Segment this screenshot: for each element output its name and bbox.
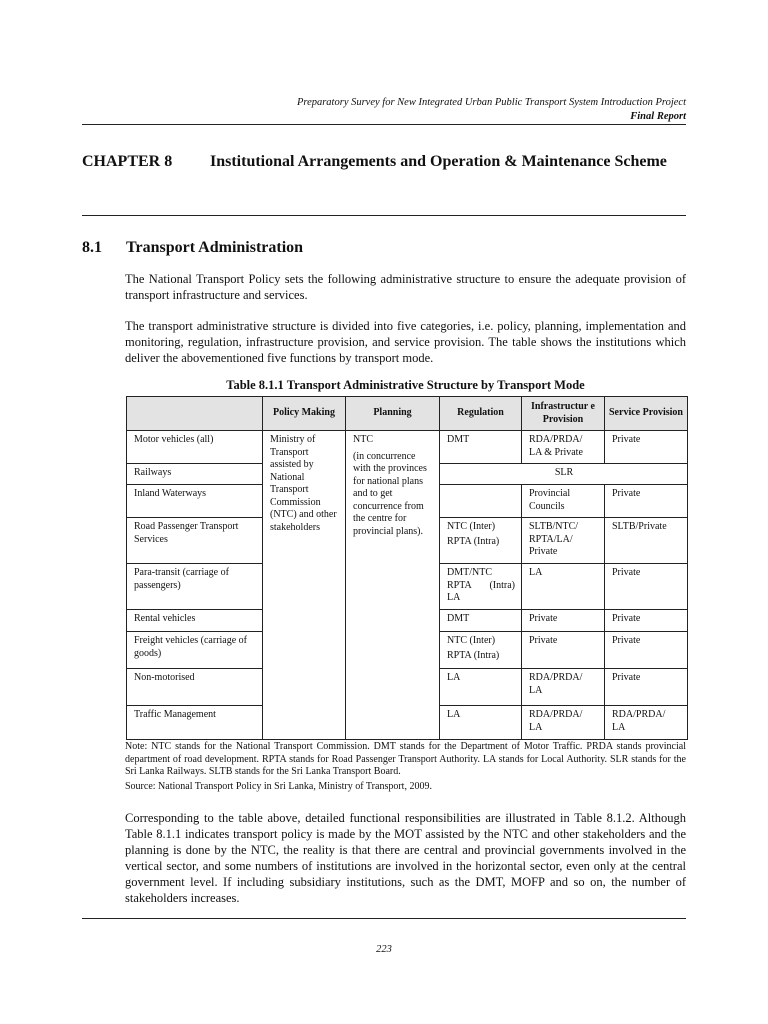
regulation-line: RPTA (Intra) <box>447 649 500 661</box>
regulation-line: DMT/NTC <box>447 567 492 578</box>
regulation-line: LA <box>447 592 461 603</box>
regulation-cell: LA <box>440 706 522 740</box>
table-source: Source: National Transport Policy in Sri Lanka, Ministry of Transport, 2009. <box>125 781 432 792</box>
service-cell: Private <box>605 431 688 464</box>
regulation-line: NTC (Inter) <box>447 635 496 646</box>
regulation-line: NTC (Inter) <box>447 521 496 532</box>
table-header-row <box>127 397 688 431</box>
infrastructure-cell: Provincial Councils <box>522 485 605 518</box>
planning-cell-title: NTC <box>353 434 373 445</box>
regulation-line-right: (Intra) <box>489 579 515 591</box>
regulation-line <box>447 580 515 593</box>
mode-cell: Motor vehicles (all) <box>127 431 263 464</box>
table-note: Note: NTC stands for the National Transport Commission. DMT stands for the Department of Motor Traffic. PRDA stands provincial department of road development. RPTA stands for Road Passenger Transport Authority. LA stands for Local Authority. SLR stands for the Sri Lanka Railways. SLTB stands for the Sri Lanka Transport Board. <box>125 741 686 777</box>
table-caption: Table 8.1.1 Transport Administrative Structure by Transport Mode <box>226 378 585 392</box>
running-header <box>297 96 686 124</box>
regulation-line-left: RPTA <box>447 579 472 591</box>
regulation-line: RPTA (Intra) <box>447 535 500 547</box>
service-cell: Private <box>605 610 688 632</box>
mode-cell: Road Passenger Transport Services <box>127 518 263 564</box>
paragraph-corresponding: Corresponding to the table above, detailed functional responsibilities are illustrated in Table 8.1.2. Although Table 8.1.1 indicates transport policy is made by the MOT assisted by the NTC and other stakeholders and the planning is done by the NTC, the reality is that there are central and provincial governments involved in the vertical sector, and some numbers of institutions are involved in the horizontal sector, even only at the central government level. If including subsidiary institutions, such as the DMT, MOFP and so on, the number of stakeholders increases. <box>125 811 686 905</box>
administrative-structure-table <box>126 396 688 740</box>
regulation-cell <box>440 485 522 518</box>
infrastructure-cell: RDA/PRDA/ LA & Private <box>522 431 605 464</box>
header-rule <box>82 124 686 125</box>
mode-cell: Inland Waterways <box>127 485 263 518</box>
infrastructure-cell: RDA/PRDA/ LA <box>522 706 605 740</box>
infrastructure-cell: Private <box>522 610 605 632</box>
regulation-cell <box>440 518 522 564</box>
header-mode <box>127 397 263 431</box>
service-cell: Private <box>605 669 688 706</box>
chapter-heading <box>82 152 686 172</box>
regulation-cell <box>440 564 522 610</box>
chapter-rule <box>82 215 686 216</box>
page-number: 223 <box>376 944 392 955</box>
header-project-title: Preparatory Survey for New Integrated Urban Public Transport System Introduction Project <box>296 97 686 108</box>
chapter-number: CHAPTER 8 <box>82 153 173 170</box>
footer-rule <box>82 918 686 919</box>
header-infrastructure-provision: Infrastructur e Provision <box>522 397 605 431</box>
header-service-provision: Service Provision <box>605 397 688 431</box>
section-title: Transport Administration <box>126 239 304 256</box>
chapter-title: Institutional Arrangements and Operation & Maintenance Scheme <box>210 153 667 170</box>
service-cell: RDA/PRDA/ LA <box>605 706 688 740</box>
regulation-cell: DMT <box>440 610 522 632</box>
paragraph-intro: The National Transport Policy sets the following administrative structure to ensure the adequate provision of transport infrastructure and services. <box>125 272 686 302</box>
regulation-cell: LA <box>440 669 522 706</box>
mode-cell: Rental vehicles <box>127 610 263 632</box>
infrastructure-cell: SLTB/NTC/ RPTA/LA/ Private <box>522 518 605 564</box>
mode-cell: Non-motorised <box>127 669 263 706</box>
service-cell: Private <box>605 485 688 518</box>
regulation-cell <box>440 632 522 669</box>
mode-cell: Traffic Management <box>127 706 263 740</box>
header-report-label: Final Report <box>630 111 686 122</box>
service-cell: Private <box>605 564 688 610</box>
service-cell: SLTB/Private <box>605 518 688 564</box>
header-regulation: Regulation <box>440 397 522 431</box>
section-heading <box>82 238 303 258</box>
infrastructure-cell: LA <box>522 564 605 610</box>
mode-cell: Railways <box>127 464 263 485</box>
merged-cell: SLR <box>440 464 688 485</box>
infrastructure-cell: Private <box>522 632 605 669</box>
regulation-cell: DMT <box>440 431 522 464</box>
table-row <box>127 431 688 464</box>
section-number: 8.1 <box>82 239 102 256</box>
mode-cell: Para-transit (carriage of passengers) <box>127 564 263 610</box>
paragraph-structure: The transport administrative structure is divided into five categories, i.e. policy, planning, implementation and monitoring, regulation, infrastructure provision, and service provision. The table shows the institutions which deliver the abovementioned five functions by transport mode. <box>125 319 686 365</box>
planning-cell <box>346 431 440 740</box>
mode-cell: Freight vehicles (carriage of goods) <box>127 632 263 669</box>
policy-making-cell: Ministry of Transport assisted by National Transport Commission (NTC) and other stakeholders <box>263 431 346 740</box>
header-policy-making: Policy Making <box>263 397 346 431</box>
header-planning: Planning <box>346 397 440 431</box>
service-cell: Private <box>605 632 688 669</box>
infrastructure-cell: RDA/PRDA/ LA <box>522 669 605 706</box>
planning-cell-note: (in concurrence with the provinces for national plans and to get concurrence from the centre for provincial plans). <box>353 450 427 537</box>
